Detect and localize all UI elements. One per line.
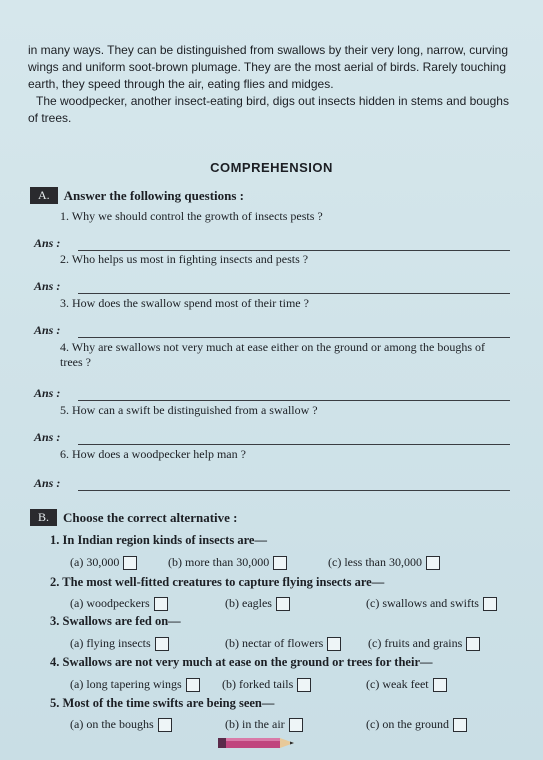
question-1: 1. Why we should control the growth of insects pests ?	[60, 209, 323, 223]
mcq-1-option-a	[70, 555, 137, 570]
section-a-header	[30, 187, 244, 204]
option-label: (c) swallows and swifts	[366, 596, 479, 610]
answer-label: Ans :	[34, 279, 61, 293]
mcq-5-option-b	[225, 717, 303, 732]
mcq-4-option-b	[222, 677, 311, 692]
mcq-2-option-b	[225, 596, 290, 611]
option-label: (c) fruits and grains	[368, 636, 463, 650]
checkbox[interactable]	[453, 718, 467, 732]
mcq-2-option-a	[70, 596, 168, 611]
answer-line-2[interactable]	[78, 283, 510, 294]
option-label: (c) on the ground	[366, 717, 449, 731]
section-b-badge: B.	[30, 509, 57, 526]
mcq-3-option-c	[368, 636, 480, 651]
question-5: 5. How can a swift be distinguished from a swallow ?	[60, 403, 318, 417]
checkbox[interactable]	[123, 556, 137, 570]
option-label: (a) 30,000	[70, 555, 120, 569]
option-label: (a) on the boughs	[70, 717, 154, 731]
comprehension-heading: COMPREHENSION	[210, 160, 333, 175]
mcq-question-1: 1. In Indian region kinds of insects are—	[50, 533, 267, 547]
mcq-1-option-c	[328, 555, 440, 570]
answer-row-3	[34, 323, 510, 338]
mcq-5-option-c	[366, 717, 467, 732]
answer-line-5[interactable]	[78, 434, 510, 445]
checkbox[interactable]	[276, 597, 290, 611]
checkbox[interactable]	[273, 556, 287, 570]
answer-row-2	[34, 279, 510, 294]
intro-text	[28, 42, 518, 127]
answer-label: Ans :	[34, 476, 61, 490]
option-label: (b) eagles	[225, 596, 272, 610]
option-label: (b) forked tails	[222, 677, 294, 691]
answer-line-3[interactable]	[78, 327, 510, 338]
mcq-2-option-c	[366, 596, 497, 611]
answer-label: Ans :	[34, 430, 61, 444]
question-3: 3. How does the swallow spend most of their time ?	[60, 296, 309, 310]
mcq-3-option-a	[70, 636, 169, 651]
mcq-4-option-a	[70, 677, 200, 692]
mcq-4-option-c	[366, 677, 447, 692]
checkbox[interactable]	[154, 597, 168, 611]
option-label: (a) flying insects	[70, 636, 151, 650]
question-6: 6. How does a woodpecker help man ?	[60, 447, 246, 461]
checkbox[interactable]	[158, 718, 172, 732]
answer-line-4[interactable]	[78, 390, 510, 401]
answer-row-6	[34, 476, 510, 491]
checkbox[interactable]	[186, 678, 200, 692]
checkbox[interactable]	[289, 718, 303, 732]
question-2: 2. Who helps us most in fighting insects and pests ?	[60, 252, 309, 266]
answer-label: Ans :	[34, 386, 61, 400]
mcq-1-option-b	[168, 555, 287, 570]
option-label: (b) more than 30,000	[168, 555, 270, 569]
pencil-icon	[218, 736, 296, 750]
option-label: (c) less than 30,000	[328, 555, 422, 569]
section-b-header	[30, 509, 238, 526]
mcq-question-4: 4. Swallows are not very much at ease on the ground or trees for their—	[50, 655, 433, 669]
option-label: (a) woodpeckers	[70, 596, 150, 610]
answer-row-1	[34, 236, 510, 251]
checkbox[interactable]	[483, 597, 497, 611]
answer-line-1[interactable]	[78, 240, 510, 251]
answer-row-5	[34, 430, 510, 445]
mcq-3-option-b	[225, 636, 341, 651]
section-a-badge: A.	[30, 187, 58, 204]
checkbox[interactable]	[433, 678, 447, 692]
question-4: 4. Why are swallows not very much at ease either on the ground or among the boughs of trees ?	[60, 340, 486, 369]
option-label: (c) weak feet	[366, 677, 429, 691]
mcq-5-option-a	[70, 717, 172, 732]
option-label: (a) long tapering wings	[70, 677, 182, 691]
option-label: (b) in the air	[225, 717, 285, 731]
section-b-title: Choose the correct alternative :	[63, 509, 238, 525]
mcq-question-5: 5. Most of the time swifts are being seen—	[50, 696, 275, 710]
checkbox[interactable]	[327, 637, 341, 651]
intro-paragraph-1: in many ways. They can be distinguished from swallows by their very long, narrow, curving wings and uniform soot-brown plumage. They are the most aerial of birds. Rarely touching earth, they speed through the air, eating flies and midges.	[28, 43, 508, 91]
answer-label: Ans :	[34, 236, 61, 250]
checkbox[interactable]	[297, 678, 311, 692]
option-label: (b) nectar of flowers	[225, 636, 324, 650]
answer-row-4	[34, 386, 510, 401]
checkbox[interactable]	[466, 637, 480, 651]
checkbox[interactable]	[426, 556, 440, 570]
answer-label: Ans :	[34, 323, 61, 337]
section-a-title: Answer the following questions :	[63, 187, 245, 203]
checkbox[interactable]	[155, 637, 169, 651]
answer-line-6[interactable]	[78, 480, 510, 491]
mcq-question-2: 2. The most well-fitted creatures to capture flying insects are—	[50, 575, 385, 589]
intro-paragraph-2: The woodpecker, another insect-eating bird, digs out insects hidden in stems and boughs of trees.	[28, 94, 509, 125]
mcq-question-3: 3. Swallows are fed on—	[50, 614, 181, 628]
